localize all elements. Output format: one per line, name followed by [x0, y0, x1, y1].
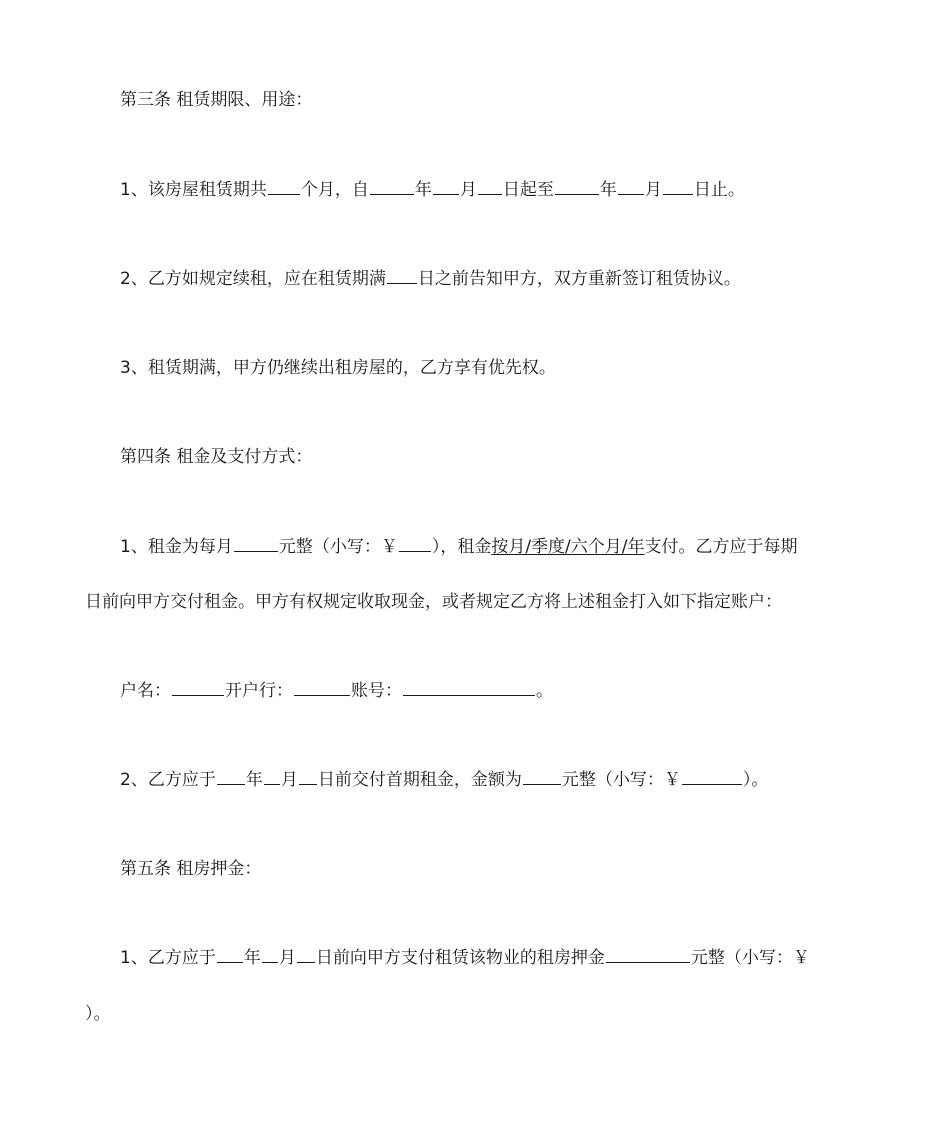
- account-line: 户名： 开户行： 账号： 。: [120, 681, 553, 701]
- article5-heading: 第五条 租房押金：: [120, 859, 262, 879]
- article3-item1: 1、该房屋租赁期共 个月，自 年 月 日起至 年 月 日止。: [120, 180, 745, 200]
- start-month-blank[interactable]: [433, 178, 459, 195]
- deposit-month-blank[interactable]: [262, 946, 278, 963]
- start-day-blank[interactable]: [478, 178, 502, 195]
- monthly-rent-figure-blank[interactable]: [399, 535, 431, 552]
- deposit-year-blank[interactable]: [217, 946, 243, 963]
- account-name-blank[interactable]: [172, 679, 224, 696]
- bank-blank[interactable]: [294, 679, 350, 696]
- deposit-amount-blank[interactable]: [606, 946, 690, 963]
- article5-item1-cont: ）。: [85, 1004, 111, 1024]
- article4-heading: 第四条 租金及支付方式：: [120, 447, 313, 467]
- end-year-blank[interactable]: [555, 178, 599, 195]
- article3-item2: 2、乙方如规定续租，应在租赁期满 日之前告知甲方，双方重新签订租赁协议。: [120, 269, 741, 289]
- first-pay-year-blank[interactable]: [217, 768, 245, 785]
- article4-item1: 1、租金为每月 元整（小写：￥ ），租金按月/季度/六个月/年支付。乙方应于每期: [120, 537, 798, 557]
- article5-item1: 1、乙方应于 年 月 日前向甲方支付租赁该物业的租房押金 元整（小写：￥: [120, 948, 810, 968]
- article3-heading: 第三条 租赁期限、用途：: [120, 90, 313, 110]
- first-pay-amount-blank[interactable]: [523, 768, 561, 785]
- first-pay-month-blank[interactable]: [264, 768, 280, 785]
- notice-days-blank[interactable]: [387, 267, 417, 284]
- article4-item1-cont: 日前向甲方交付租金。甲方有权规定收取现金，或者规定乙方将上述租金打入如下指定账户：: [85, 592, 782, 612]
- months-blank[interactable]: [268, 178, 300, 195]
- start-year-blank[interactable]: [370, 178, 414, 195]
- payment-frequency: 按月/季度/六个月/年: [491, 537, 645, 557]
- article3-item3: 3、租赁期满，甲方仍继续出租房屋的，乙方享有优先权。: [120, 358, 556, 378]
- article4-item2: 2、乙方应于 年 月 日前交付首期租金，金额为 元整（小写：￥ ）。: [120, 770, 769, 790]
- first-pay-day-blank[interactable]: [299, 768, 317, 785]
- end-day-blank[interactable]: [663, 178, 693, 195]
- first-pay-figure-blank[interactable]: [682, 768, 742, 785]
- account-number-blank[interactable]: [403, 679, 535, 696]
- deposit-day-blank[interactable]: [297, 946, 315, 963]
- monthly-rent-blank[interactable]: [234, 535, 278, 552]
- end-month-blank[interactable]: [618, 178, 644, 195]
